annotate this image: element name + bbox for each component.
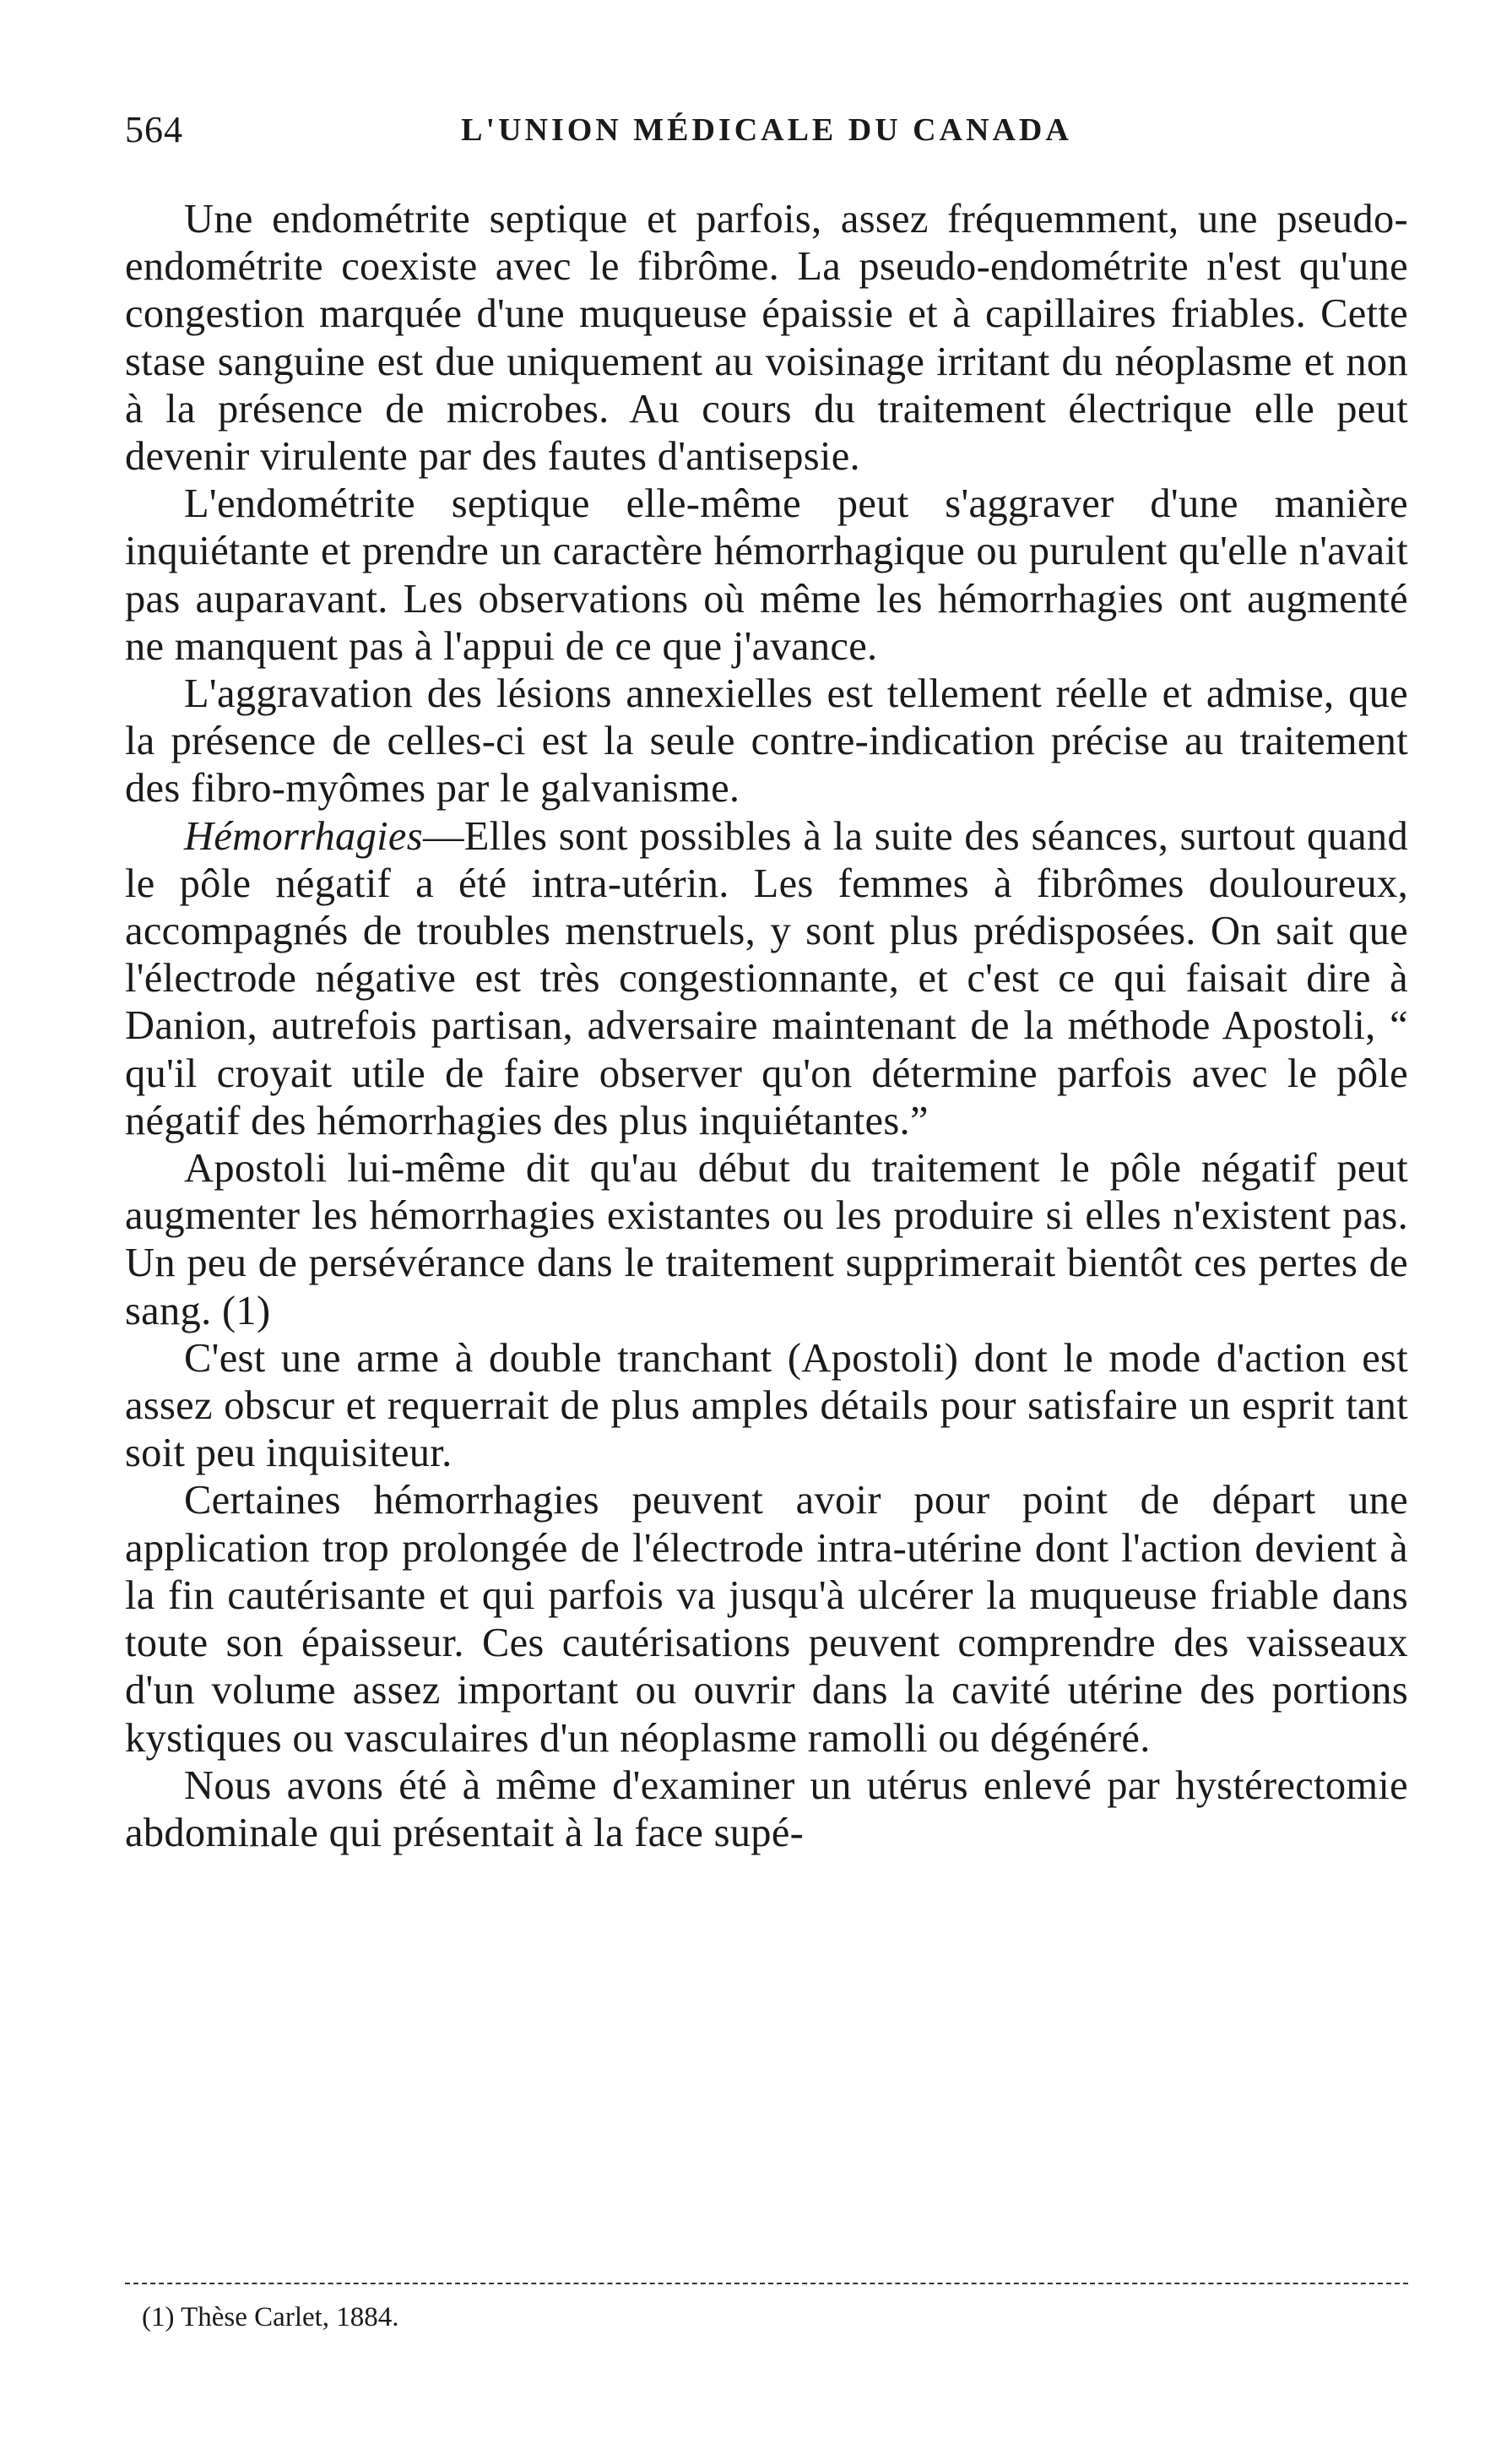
- paragraph: C'est une arme à double tranchant (Apostoli) dont le mode d'action est assez obscur et requerrait de plus amples détails pour satisfaire un esprit tant soit peu inquisiteur.: [125, 1335, 1408, 1476]
- footnote: (1) Thèse Carlet, 1884.: [142, 2302, 399, 2332]
- paragraph: Certaines hémorrhagies peuvent avoir pour point de départ une application trop prolongée de l'électrode intra-utérine dont l'action devient à la fin cautérisante et qui parfois va jusqu'à ulcérer la muqueuse friable dans toute son épaisseur. Ces cautérisations peuvent comprendre des vaisseaux d'un volume assez important ou ouvrir dans la cavité utérine des portions kystiques ou vasculaires d'un néoplasme ramolli ou dégénéré.: [125, 1478, 1408, 1761]
- paragraph-text: —Elles sont possibles à la suite des séances, surtout quand le pôle négatif a été intra-utérin. Les femmes à fibrômes douloureux, accompagnés de troubles menstruels, y sont plus prédisposées. On sait que l'électrode négative est très congestionnante, et c'est ce qui faisait dire à Danion, autrefois partisan, adversaire maintenant de la méthode Apostoli, “ qu'il croyait utile de faire observer qu'on détermine parfois avec le pôle négatif des hémorrhagies des plus inquiétantes.”: [125, 813, 1408, 1143]
- page-number: 564: [125, 109, 183, 150]
- running-title: L'UNION MÉDICALE DU CANADA: [461, 112, 1072, 148]
- page-header: [125, 108, 1408, 159]
- paragraph: L'aggravation des lésions annexielles est tellement réelle et admise, que la présence de celles-ci est la seule contre-indication précise au traitement des fibro-myômes par le galvanisme.: [125, 671, 1408, 812]
- paragraph: [125, 813, 1408, 1145]
- section-lead: Hémorrhagies: [184, 813, 423, 859]
- paragraph: Apostoli lui-même dit qu'au début du traitement le pôle négatif peut augmenter les hémorrhagies existantes ou les produire si elles n'existent pas. Un peu de persévérance dans le traitement supprimerait bientôt ces pertes de sang. (1): [125, 1146, 1408, 1333]
- paragraph: L'endométrite septique elle-même peut s'aggraver d'une manière inquiétante et prendre un caractère hémorrhagique ou purulent qu'elle n'avait pas auparavant. Les observations où même les hémorrhagies ont augmenté ne manquent pas à l'appui de ce que j'avance.: [125, 481, 1408, 669]
- footnote-divider: [125, 2283, 1408, 2284]
- paragraph: Nous avons été à même d'examiner un utérus enlevé par hystérectomie abdominale qui présentait à la face supé-: [125, 1762, 1408, 1855]
- body-text: [125, 196, 1408, 1857]
- paragraph: Une endométrite septique et parfois, assez fréquemment, une pseudo-endométrite coexiste avec le fibrôme. La pseudo-endométrite n'est qu'une congestion marquée d'une muqueuse épaissie et à capillaires friables. Cette stase sanguine est due uniquement au voisinage irritant du néoplasme et non à la présence de microbes. Au cours du traitement électrique elle peut devenir virulente par des fautes d'antisepsie.: [125, 197, 1408, 480]
